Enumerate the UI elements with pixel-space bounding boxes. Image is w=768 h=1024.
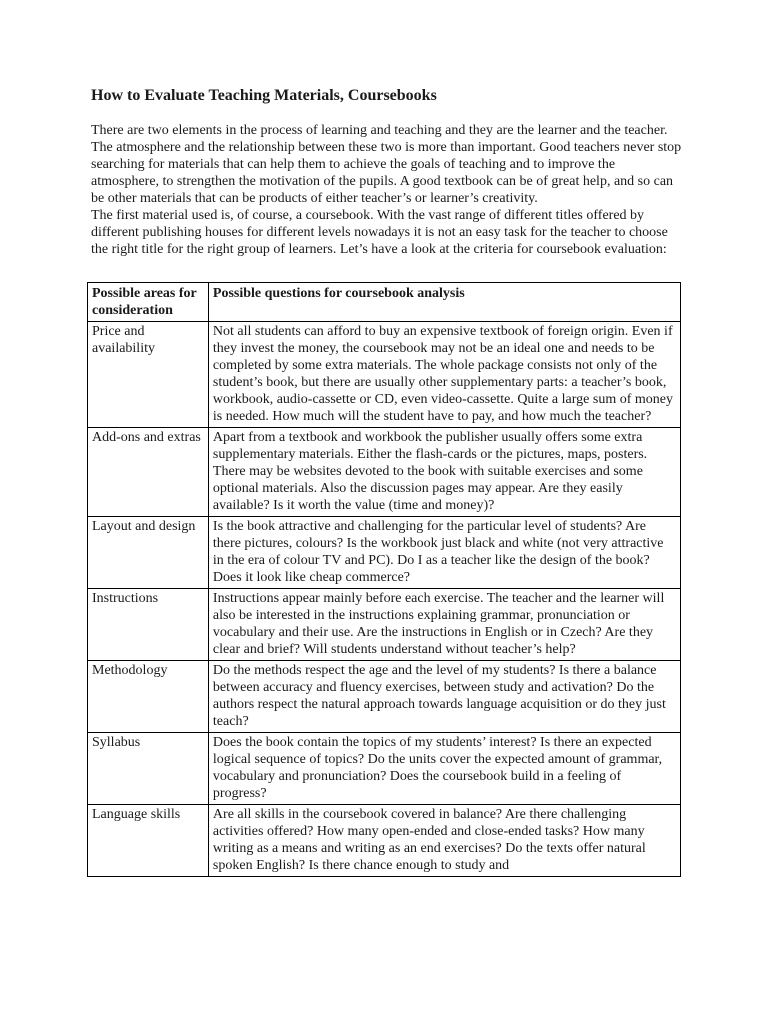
row-area-price: Price and availability bbox=[88, 322, 209, 428]
row-area-instructions: Instructions bbox=[88, 589, 209, 661]
intro-paragraph: The first material used is, of course, a coursebook. With the vast range of different titles offered by different publishing houses for different levels nowadays it is not an easy task for the teacher to choose the right title for the right group of learners. Let’s have a look at the criteria for coursebook evaluation: bbox=[91, 208, 668, 257]
row-area-methodology: Methodology bbox=[88, 661, 209, 733]
intro-paragraph: There are two elements in the process of learning and teaching and they are the learner and the teacher. The atmosphere and the relationship between these two is more than important. Good teachers never stop searching for materials that can help them to achieve the goals of teaching and to improve the atmosphere, to strengthen the motivation of the pupils. A good textbook can be of great help, and so can be other materials that can be products of either teacher’s or learner’s creativity. bbox=[91, 123, 682, 206]
table-row bbox=[88, 428, 681, 517]
evaluation-table-wrapper bbox=[87, 282, 683, 877]
table-row bbox=[88, 517, 681, 589]
table-row bbox=[88, 589, 681, 661]
header-questions: Possible questions for coursebook analysis bbox=[208, 283, 680, 322]
row-area-addons: Add-ons and extras bbox=[88, 428, 209, 517]
table-row bbox=[88, 661, 681, 733]
intro-text bbox=[91, 122, 683, 258]
table-header-row bbox=[88, 283, 681, 322]
row-area-layout: Layout and design bbox=[88, 517, 209, 589]
header-areas: Possible areas for consideration bbox=[88, 283, 209, 322]
row-questions-price: Not all students can afford to buy an expensive textbook of foreign origin. Even if they invest the money, the coursebook may not be an ideal one and needs to be completed by some extra materials. The whole package consists not only of the student’s book, but there are usually other supplementary parts: a teacher’s book, workbook, audio-cassette or CD, even video-cassette. Quite a large sum of money is needed. How much will the student have to pay, and how much the teacher? bbox=[208, 322, 680, 428]
document-title: How to Evaluate Teaching Materials, Coursebooks bbox=[91, 87, 437, 104]
row-area-skills: Language skills bbox=[88, 805, 209, 877]
table-row bbox=[88, 322, 681, 428]
row-questions-syllabus: Does the book contain the topics of my students’ interest? Is there an expected logical sequence of topics? Do the units cover the expected amount of grammar, vocabulary and pronunciation? Does the coursebook build in a feeling of progress? bbox=[208, 733, 680, 805]
row-questions-methodology: Do the methods respect the age and the level of my students? Is there a balance between accuracy and fluency exercises, between study and activation? Do the authors respect the natural approach towards language acquisition or do they just teach? bbox=[208, 661, 680, 733]
row-questions-addons: Apart from a textbook and workbook the publisher usually offers some extra supplementary materials. Either the flash-cards or the pictures, maps, posters. There may be websites devoted to the book with suitable exercises and some optional materials. Also the discussion pages may appear. Are they easily available? Is it worth the value (time and money)? bbox=[208, 428, 680, 517]
row-area-syllabus: Syllabus bbox=[88, 733, 209, 805]
evaluation-table bbox=[87, 282, 681, 877]
table-row bbox=[88, 733, 681, 805]
table-row bbox=[88, 805, 681, 877]
row-questions-instructions: Instructions appear mainly before each exercise. The teacher and the learner will also be interested in the instructions explaining grammar, pronunciation or vocabulary and their use. Are the instructions in English or in Czech? Are they clear and brief? Will students understand without teacher’s help? bbox=[208, 589, 680, 661]
row-questions-skills: Are all skills in the coursebook covered in balance? Are there challenging activities offered? How many open-ended and close-ended tasks? How many writing as a means and writing as an end exercises? Do the texts offer natural spoken English? Is there chance enough to study and bbox=[208, 805, 680, 877]
row-questions-layout: Is the book attractive and challenging for the particular level of students? Are there pictures, colours? Is the workbook just black and white (not very attractive in the era of colour TV and PC). Do I as a teacher like the design of the book? Does it look like cheap commerce? bbox=[208, 517, 680, 589]
document-page bbox=[91, 86, 683, 877]
